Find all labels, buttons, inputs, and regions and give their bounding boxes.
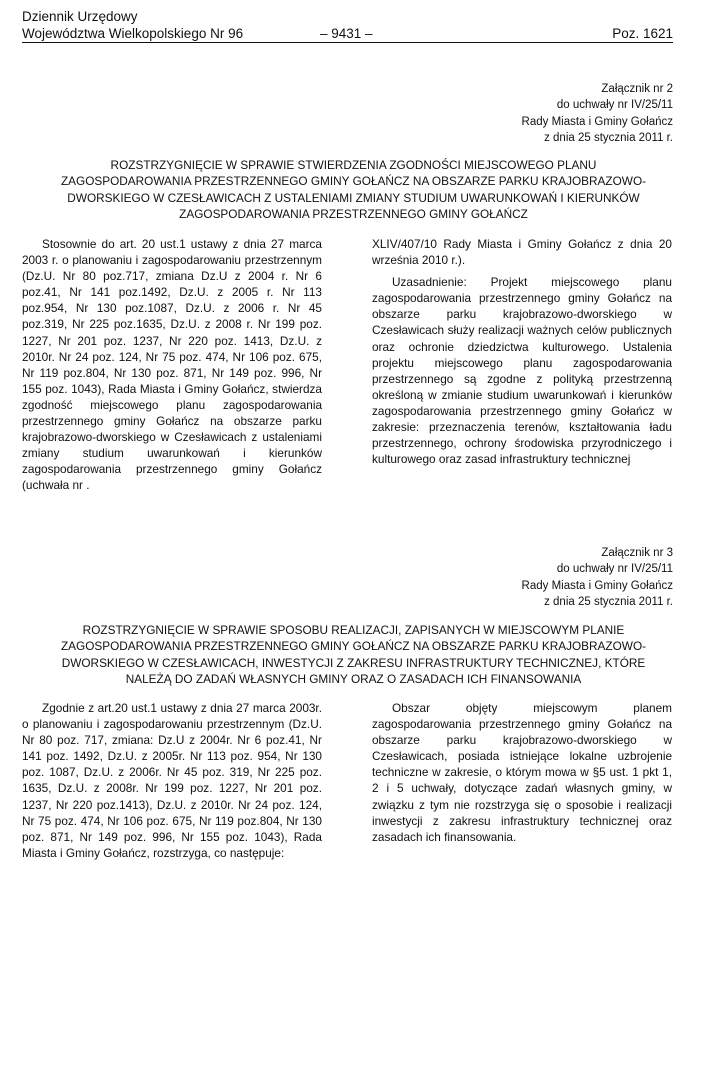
annex2-title-line: ZAGOSPODAROWANIA PRZESTRZENNEGO GMINY GOŁAŃCZ NA OBSZARZE PARKU KRAJOBRAZOWO-: [60, 174, 647, 189]
annex2-reference: [522, 81, 673, 146]
annex2-right-column: [372, 236, 672, 467]
annex2-resolution: do uchwały nr IV/25/11: [556, 99, 673, 112]
annex3-reference: [522, 545, 673, 610]
annex3-date: z dnia 25 stycznia 2011 r.: [544, 595, 673, 608]
page-number: – 9431 –: [320, 26, 373, 41]
annex3-number: Załącznik nr 3: [601, 547, 673, 559]
page-header: [22, 8, 673, 42]
annex3-right-column: [372, 700, 672, 845]
annex2-title-line: ROZSTRZYGNIĘCIE W SPRAWIE STWIERDZENIA ZGODNOŚCI MIEJSCOWEGO PLANU: [110, 158, 597, 172]
annex2-number: Załącznik nr 2: [601, 83, 673, 95]
annex3-title-line: ROZSTRZYGNIĘCIE W SPRAWIE SPOSOBU REALIZACJI, ZAPISANYCH W MIEJSCOWYM PLANIE: [82, 623, 625, 637]
annex2-left-paragraph: Stosownie do art. 20 ust.1 ustawy z dnia 27 marca 2003 r. o planowaniu i zagospodarowaniu przestrzennym (Dz.U. Nr 80 poz.717, zmiana Dz.U z 2004 r. Nr 6 poz.41, Nr 141 poz.1492, Dz.U. z 2005 r. Nr 113 poz.954, Nr 130 poz.1087, Dz.U. z 2006 r. Nr 45 poz.319, Nr 225 poz.1635, Dz.U. z 2008 r. Nr 199 poz. 1227, Nr 201 poz. 1237, Nr 220 poz. 1413, Dz.U. z 2010r. Nr 24 poz. 124, Nr 75 poz. 474, Nr 106 poz. 675, Nr 119 poz.804, Nr 130 poz. 871, Nr 149 poz. 996, Nr 155 poz. 1043), Rada Miasta i Gminy Gołańcz, stwierdza zgodność miejscowego planu zagospodarowania przestrzennego gminy Gołańcz na obszarze parku krajobrazowo-dworskiego w Czesławicach z ustaleniami zmiany studium uwarunkowań i kierunków zagospodarowania przestrzennego gminy Gołańcz (uchwała nr .: [22, 237, 322, 493]
annex2-council: Rady Miasta i Gminy Gołańcz: [521, 115, 673, 128]
journal-subtitle: Województwa Wielkopolskiego Nr 96: [22, 26, 244, 41]
annex3-title-line: NALEŻĄ DO ZADAŃ WŁASNYCH GMINY ORAZ O ZASADACH ICH FINANSOWANIA: [125, 672, 582, 687]
annex2-title-line: DWORSKIEGO W CZESŁAWICACH Z USTALENIAMI ZMIANY STUDIUM UWARUNKOWAŃ I KIERUNKÓW: [67, 190, 640, 205]
annex3-resolution: do uchwały nr IV/25/11: [556, 563, 673, 576]
annex2-title-line: ZAGOSPODAROWANIA PRZESTRZENNEGO GMINY GOŁAŃCZ: [179, 207, 528, 222]
annex3-title: [22, 622, 685, 688]
annex3-title-line: DWORSKIEGO W CZESŁAWICACH, INWESTYCJI Z ZAKRESU INFRASTRUKTURY TECHNICZNEJ, KTÓRE: [61, 655, 646, 670]
position-number: Poz. 1621: [612, 26, 673, 41]
annex3-right-paragraph: Obszar objęty miejscowym planem zagospodarowania przestrzennego gminy Gołańcz na obszarze parku krajobrazowo-dworskiego w Czesławicach, posiada istniejące lokalne uzbrojenie techniczne w zakresie, o którym mowa w §5 ust. 1 pkt 1, 2 i 5 uchwały, dotyczące zadań własnych gminy, w związku z tym nie rozstrzyga się o sposobie i realizacji inwestycji z zakresu infrastruktury technicznej oraz zasadach ich finansowania.: [372, 701, 672, 844]
annex2-justification: Uzasadnienie: Projekt miejscowego planu zagospodarowania przestrzennego gminy Gołańcz na obszarze parku krajobrazowo-dworskiego w Czesławicach służy realizacji ważnych celów publicznych oraz ochronie dziedzictwa kulturowego. Ustalenia projektu miejscowego planu zagospodarowania przestrzennego są zgodne z polityką przestrzenną określoną w zmianie studium uwarunkowań i kierunków zagospodarowania przestrzennego gminy Gołańcz w zakresie: przeznaczenia terenów, kształtowania ładu przestrzennego, ochrony środowiska przyrodniczego i kulturowego oraz zasad infrastruktury technicznej: [372, 275, 672, 467]
annex2-title: [22, 157, 685, 223]
header-divider: [22, 42, 673, 43]
annex2-date: z dnia 25 stycznia 2011 r.: [544, 131, 673, 144]
journal-title: Dziennik Urzędowy: [22, 9, 138, 24]
annex3-title-line: ZAGOSPODAROWANIA PRZESTRZENNEGO GMINY GOŁAŃCZ NA OBSZARZE PARKU KRAJOBRAZOWO-: [60, 639, 647, 654]
annex3-left-column: [22, 700, 322, 861]
annex3-left-paragraph: Zgodnie z art.20 ust.1 ustawy z dnia 27 marca 2003r. o planowaniu i zagospodarowaniu przestrzennym (Dz.U. Nr 80 poz. 717, zmiana: Dz.U z 2004r. Nr 6 poz.41, Nr 141 poz. 1492, Dz.U. z 2005r. Nr 113 poz. 954, Nr 130 poz. 1087, Dz.U. z 2006r. Nr 45 poz. 319, Nr 225 poz. 1635, Dz.U. z 2008r. Nr 199 poz. 1227, Nr 201 poz. 1237, Nr 220 poz.1413), Dz.U. z 2010r. Nr 24 poz. 124, Nr 75 poz. 474, Nr 106 poz. 675, Nr 119 poz.804, Nr 130 poz. 871, Nr 149 poz. 996, Nr 155 poz. 1043), Rada Miasta i Gminy Gołańcz, rozstrzyga, co następuje:: [22, 701, 322, 860]
header-row: [22, 25, 673, 42]
annex3-council: Rady Miasta i Gminy Gołańcz: [521, 579, 673, 592]
annex2-right-paragraph-continued: XLIV/407/10 Rady Miasta i Gminy Gołańcz z dnia 20 września 2010 r.).: [372, 237, 672, 268]
annex2-left-column: [22, 236, 322, 494]
